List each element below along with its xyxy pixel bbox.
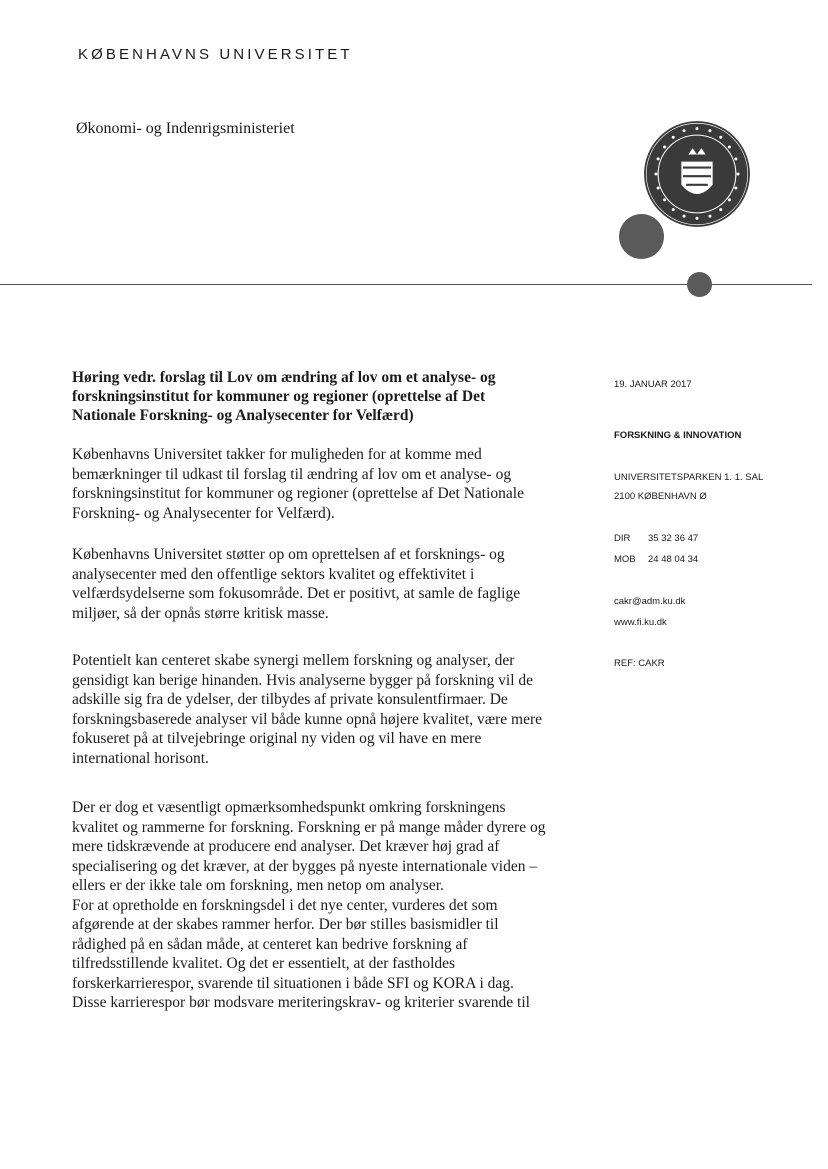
text-line: mere tidskrævende at producere end analyser. Det kræver høj grad af — [72, 838, 500, 855]
text-line: velfærdsydelserne som fokusområde. Det er positivt, at samle de faglige — [72, 585, 521, 602]
website: www.fi.ku.dk — [614, 617, 667, 628]
reference: REF: CAKR — [614, 658, 665, 669]
text-line: For at opretholde en forskningsdel i det nye center, vurderes det som — [72, 896, 498, 914]
paragraph-4 — [72, 798, 592, 1013]
text-line: forskningsbaserede analyser vil både kunne opnå højere kvalitet, være mere — [72, 710, 542, 728]
text-line: miljøer, så der opnås større kritisk masse. — [72, 604, 329, 622]
phone-direct — [614, 532, 698, 545]
text-line: forskningsinstitut for kommuner og regioner (oprettelse af Det Nationale — [72, 485, 524, 502]
text-line: fokuseret på at tilvejebringe original ny viden og vil have en mere — [72, 730, 482, 747]
paragraph-1 — [72, 445, 592, 523]
text-line: kvalitet og rammerne for forskning. Forskning er på mange måder dyrere og — [72, 818, 546, 836]
letter-date: 19. JANUAR 2017 — [614, 379, 692, 390]
university-name: KØBENHAVNS UNIVERSITET — [78, 46, 353, 63]
department: FORSKNING & INNOVATION — [614, 430, 742, 441]
text-line: bemærkninger til udkast til forslag til ændring af lov om et analyse- og — [72, 465, 512, 483]
text-line: afgørende at der skabes rammer herfor. Der bør stilles basismidler til — [72, 916, 499, 933]
phone-direct-number: 35 32 36 47 — [648, 533, 699, 544]
university-seal-icon — [643, 120, 751, 228]
subject-line: Nationale Forskning- og Analysecenter for Velfærd) — [72, 407, 414, 424]
address-line-1: UNIVERSITETSPARKEN 1. 1. SAL — [614, 472, 764, 483]
text-line: Disse karrierespor bør modsvare meriteringskrav- og kriterier svarende til — [72, 994, 530, 1011]
phone-mobile — [614, 553, 698, 566]
text-line: ellers er der ikke tale om forskning, men netop om analyser. — [72, 877, 444, 894]
text-line: Københavns Universitet støtter op om oprettelsen af et forsknings- og — [72, 546, 505, 563]
letter-subject — [72, 368, 592, 425]
paragraph-2 — [72, 545, 592, 623]
phone-mobile-number: 24 48 04 34 — [648, 554, 699, 565]
phone-mobile-label: MOB — [614, 554, 636, 565]
decorative-small-dot — [687, 272, 712, 297]
subject-line: forskningsinstitut for kommuner og regioner (oprettelse af Det — [72, 388, 486, 405]
text-line: Forskning- og Analysecenter for Velfærd). — [72, 504, 335, 522]
text-line: Københavns Universitet takker for muligheden for at komme med — [72, 446, 482, 463]
text-line: international horisont. — [72, 749, 209, 767]
text-line: forskerkarrierespor, svarende til situationen i både SFI og KORA i dag. — [72, 974, 514, 992]
text-line: rådighed på en sådan måde, at centeret kan bedrive forskning af — [72, 935, 468, 953]
decorative-large-dot — [619, 214, 664, 259]
recipient: Økonomi- og Indenrigsministeriet — [76, 120, 295, 137]
email: cakr@adm.ku.dk — [614, 596, 686, 607]
text-line: analysecenter med den offentlige sektors kvalitet og effektivitet i — [72, 565, 475, 583]
text-line: specialisering og det kræver, at der bygges på nyeste internationale viden – — [72, 857, 538, 875]
address-line-2: 2100 KØBENHAVN Ø — [614, 491, 707, 502]
text-line: tilfredsstillende kvalitet. Og det er essentielt, at der fastholdes — [72, 955, 456, 972]
subject-line: Høring vedr. forslag til Lov om ændring af lov om et analyse- og — [72, 369, 496, 386]
text-line: gensidigt kan berige hinanden. Hvis analyserne bygger på forskning vil de — [72, 671, 534, 689]
phone-direct-label: DIR — [614, 533, 631, 544]
paragraph-3 — [72, 651, 592, 768]
letter-body — [72, 368, 592, 1013]
text-line: Der er dog et væsentligt opmærksomhedspunkt omkring forskningens — [72, 799, 506, 816]
text-line: Potentielt kan centeret skabe synergi mellem forskning og analyser, der — [72, 652, 515, 669]
text-line: adskille sig fra de ydelser, der tilbydes af private konsulentfirmaer. De — [72, 691, 508, 708]
